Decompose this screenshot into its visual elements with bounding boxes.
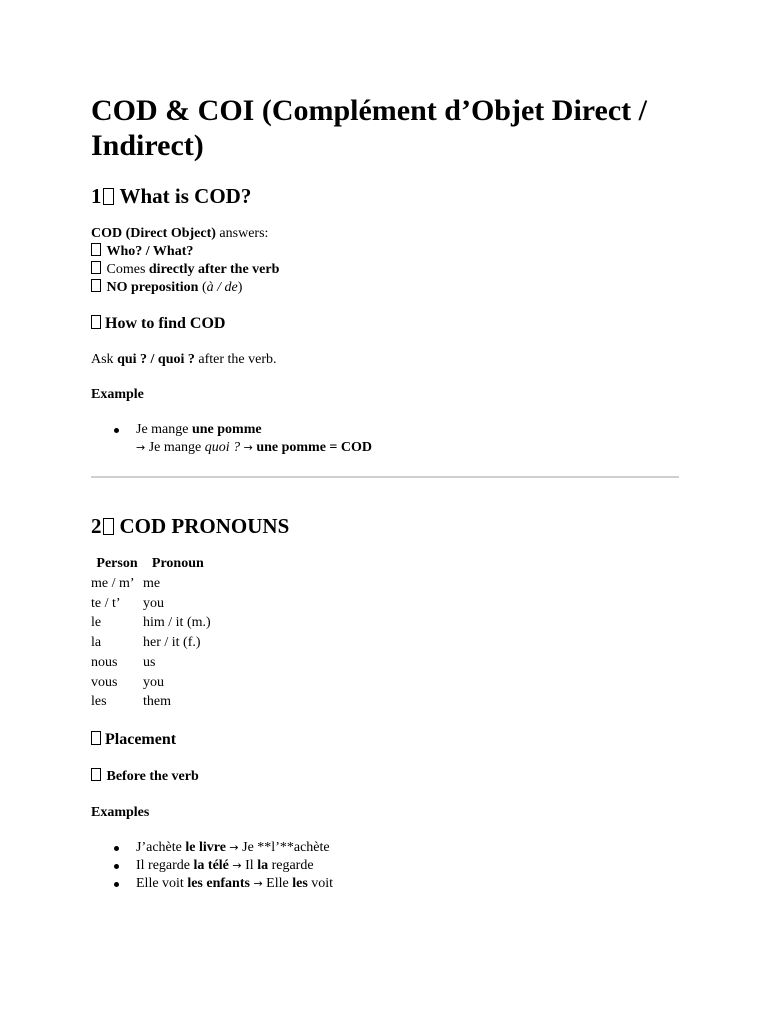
section-2-heading bbox=[91, 513, 679, 539]
table-cell: you bbox=[143, 674, 164, 690]
noun-bold: la télé bbox=[193, 857, 229, 873]
cod-definition bbox=[91, 225, 679, 297]
arrow-icon: → bbox=[253, 876, 263, 890]
section-number: 1 bbox=[91, 184, 102, 208]
text: Elle bbox=[262, 875, 293, 891]
noun-bold: le livre bbox=[185, 839, 226, 855]
paren-open: ( bbox=[198, 280, 207, 295]
table-row bbox=[91, 613, 213, 633]
arrow-icon: → bbox=[229, 840, 239, 854]
point-bold: directly after the verb bbox=[148, 262, 280, 277]
text: J’achète bbox=[136, 839, 186, 855]
table-cell: us bbox=[143, 654, 156, 670]
check-emoji-icon bbox=[91, 243, 101, 256]
list-item bbox=[91, 875, 679, 893]
definition-point bbox=[91, 243, 679, 261]
check-emoji-icon bbox=[91, 261, 101, 274]
text: Ask bbox=[91, 352, 118, 367]
section-title: COD PRONOUNS bbox=[119, 514, 290, 538]
table-header-row bbox=[91, 554, 213, 574]
bullet bbox=[114, 882, 119, 887]
table-cell: nous bbox=[91, 654, 118, 670]
pronoun-table bbox=[91, 554, 213, 712]
table-cell: le bbox=[91, 615, 102, 631]
placement-example-list bbox=[91, 839, 679, 893]
text: voit bbox=[307, 875, 334, 891]
table-cell: vous bbox=[91, 674, 118, 690]
pronoun-bold: les bbox=[292, 875, 308, 891]
cod-result-bold: une pomme = COD bbox=[256, 440, 373, 455]
definition-intro bbox=[91, 225, 679, 243]
list-item bbox=[91, 839, 679, 857]
definition-point bbox=[91, 261, 679, 279]
section-title: What is COD? bbox=[119, 184, 252, 208]
before-verb-rule bbox=[91, 768, 679, 786]
examples-label: Examples bbox=[91, 804, 150, 820]
table-cell: them bbox=[143, 694, 171, 710]
text: after the verb. bbox=[194, 352, 277, 367]
list-item bbox=[91, 857, 679, 875]
ask-instruction bbox=[91, 351, 679, 369]
term-bold: COD (Direct Object) bbox=[91, 226, 216, 241]
column-header: Person bbox=[96, 556, 138, 571]
table-row bbox=[91, 673, 213, 693]
bullet bbox=[114, 428, 119, 433]
keycap-emoji-icon bbox=[103, 518, 114, 535]
horizontal-rule bbox=[91, 476, 679, 478]
subheading-placement bbox=[91, 730, 679, 750]
table-cell: her / it (f.) bbox=[143, 635, 201, 651]
section-1-heading bbox=[91, 183, 679, 209]
table-cell: me / m’ bbox=[91, 576, 135, 591]
question-italic: quoi ? bbox=[204, 440, 241, 455]
check-emoji-icon bbox=[91, 768, 101, 781]
point-bold: NO preposition bbox=[106, 280, 199, 295]
table-row bbox=[91, 574, 213, 594]
point-text: Comes bbox=[106, 262, 149, 277]
subheading-how-to-find bbox=[91, 314, 679, 334]
definition-point bbox=[91, 279, 679, 297]
column-header: Pronoun bbox=[151, 556, 204, 571]
subheading-text: Placement bbox=[105, 730, 177, 748]
text: Je mange bbox=[136, 422, 192, 437]
pin-emoji-icon bbox=[91, 731, 101, 745]
table-row bbox=[91, 692, 213, 712]
example-list bbox=[91, 421, 679, 457]
subheading-text: How to find COD bbox=[105, 315, 226, 332]
arrow-icon: → bbox=[232, 858, 242, 872]
text: Je **l’**achète bbox=[238, 839, 330, 855]
document-content bbox=[91, 93, 679, 893]
example-label: Example bbox=[91, 387, 144, 402]
paren-close: ) bbox=[237, 280, 243, 295]
check-emoji-icon bbox=[91, 279, 101, 292]
pronoun-bold: la bbox=[257, 857, 269, 873]
text: Je mange bbox=[145, 440, 205, 455]
text: Il bbox=[241, 857, 258, 873]
bullet bbox=[114, 846, 119, 851]
keycap-emoji-icon bbox=[103, 188, 114, 205]
text: Elle voit bbox=[136, 875, 188, 891]
section-number: 2 bbox=[91, 514, 102, 538]
page-title: COD & COI (Complément d’Objet Direct / Indirect) bbox=[91, 94, 648, 162]
intro-text: answers: bbox=[215, 226, 269, 241]
list-item bbox=[91, 421, 679, 457]
table-cell: te / t’ bbox=[91, 595, 121, 611]
table-cell: you bbox=[143, 595, 164, 611]
table-row bbox=[91, 653, 213, 673]
table-row bbox=[91, 633, 213, 653]
table-cell: him / it (m.) bbox=[143, 615, 211, 631]
table-cell: les bbox=[91, 694, 107, 710]
point-italic: à / de bbox=[206, 280, 238, 295]
table-row bbox=[91, 594, 213, 614]
arrow-icon: → bbox=[136, 441, 146, 454]
bullet bbox=[114, 864, 119, 869]
text: Il regarde bbox=[136, 857, 194, 873]
table-cell: me bbox=[143, 576, 161, 591]
cod-bold: une pomme bbox=[191, 422, 262, 437]
question-bold: qui ? / quoi ? bbox=[117, 352, 195, 367]
text: regarde bbox=[268, 857, 314, 873]
noun-bold: les enfants bbox=[187, 875, 250, 891]
search-emoji-icon bbox=[91, 315, 101, 329]
point-text: Who? / What? bbox=[106, 244, 194, 259]
table-cell: la bbox=[91, 635, 102, 651]
rule-text: Before the verb bbox=[106, 768, 199, 784]
arrow-icon: → bbox=[243, 441, 253, 454]
